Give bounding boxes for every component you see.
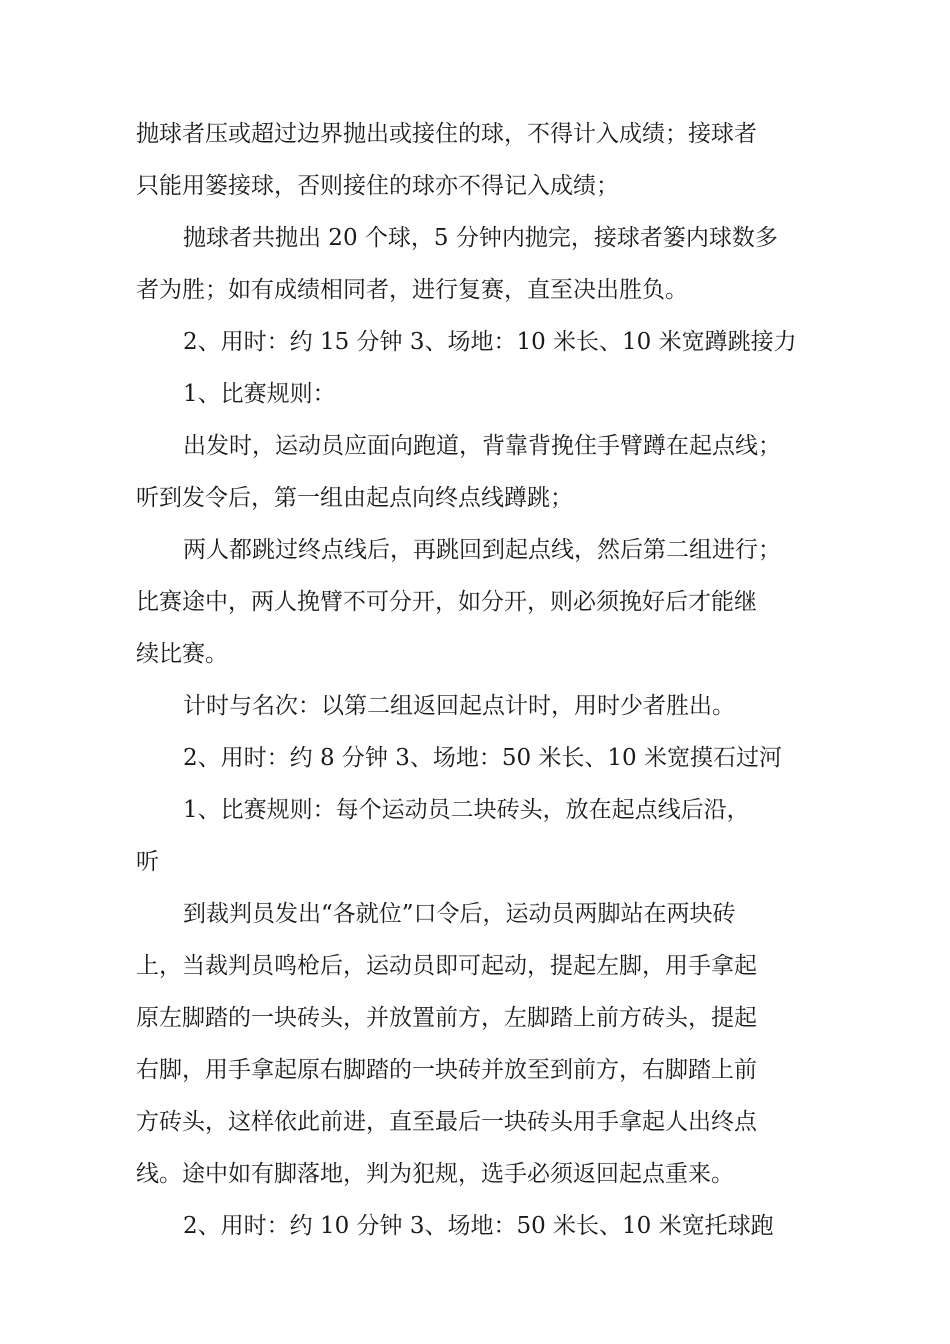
text-line: 1、比赛规则： <box>183 381 336 407</box>
paragraph <box>136 1200 836 1252</box>
text-line: 听到发令后，第一组由起点向终点线蹲跳； <box>136 485 573 511</box>
text-line: 比赛途中，两人挽臂不可分开，如分开，则必须挽好后才能继 <box>136 589 757 615</box>
text-line: 1、比赛规则：每个运动员二块砖头，放在起点线后沿， <box>183 797 750 823</box>
text-line: 线。途中如有脚落地，判为犯规，选手必须返回起点重来。 <box>136 1161 734 1187</box>
paragraph <box>136 368 836 420</box>
text-line: 上，当裁判员鸣枪后，运动员即可起动，提起左脚，用手拿起 <box>136 953 757 979</box>
text-line: 2、用时：约 15 分钟 3、场地：10 米长、10 米宽蹲跳接力 <box>183 329 797 355</box>
paragraph <box>136 784 836 888</box>
paragraph <box>136 212 836 316</box>
text-line: 听 <box>136 849 159 875</box>
text-line: 只能用篓接球，否则接住的球亦不得记入成绩； <box>136 173 619 199</box>
paragraph <box>136 420 836 524</box>
text-line: 原左脚踏的一块砖头，并放置前方，左脚踏上前方砖头，提起 <box>136 1005 757 1031</box>
document-body <box>136 108 836 1252</box>
text-line: 续比赛。 <box>136 641 228 667</box>
text-line: 2、用时：约 10 分钟 3、场地：50 米长、10 米宽托球跑 <box>183 1213 774 1239</box>
paragraph <box>136 524 836 680</box>
text-line: 2、用时：约 8 分钟 3、场地：50 米长、10 米宽摸石过河 <box>183 745 782 771</box>
text-line: 计时与名次：以第二组返回起点计时，用时少者胜出。 <box>183 693 735 719</box>
text-line: 抛球者压或超过边界抛出或接住的球，不得计入成绩；接球者 <box>136 121 757 147</box>
text-line: 右脚，用手拿起原右脚踏的一块砖并放至到前方，右脚踏上前 <box>136 1057 757 1083</box>
paragraph <box>136 316 836 368</box>
text-line: 到裁判员发出“各就位”口令后，运动员两脚站在两块砖 <box>183 901 736 927</box>
text-line: 两人都跳过终点线后，再跳回到起点线，然后第二组进行； <box>183 537 781 563</box>
text-line: 方砖头，这样依此前进，直至最后一块砖头用手拿起人出终点 <box>136 1109 757 1135</box>
paragraph <box>136 732 836 784</box>
text-line: 抛球者共抛出 20 个球，5 分钟内抛完，接球者篓内球数多 <box>183 225 778 251</box>
paragraph <box>136 680 836 732</box>
text-line: 者为胜；如有成绩相同者，进行复赛，直至决出胜负。 <box>136 277 688 303</box>
text-line: 出发时，运动员应面向跑道，背靠背挽住手臂蹲在起点线； <box>183 433 781 459</box>
paragraph <box>136 888 836 1200</box>
paragraph <box>136 108 836 212</box>
